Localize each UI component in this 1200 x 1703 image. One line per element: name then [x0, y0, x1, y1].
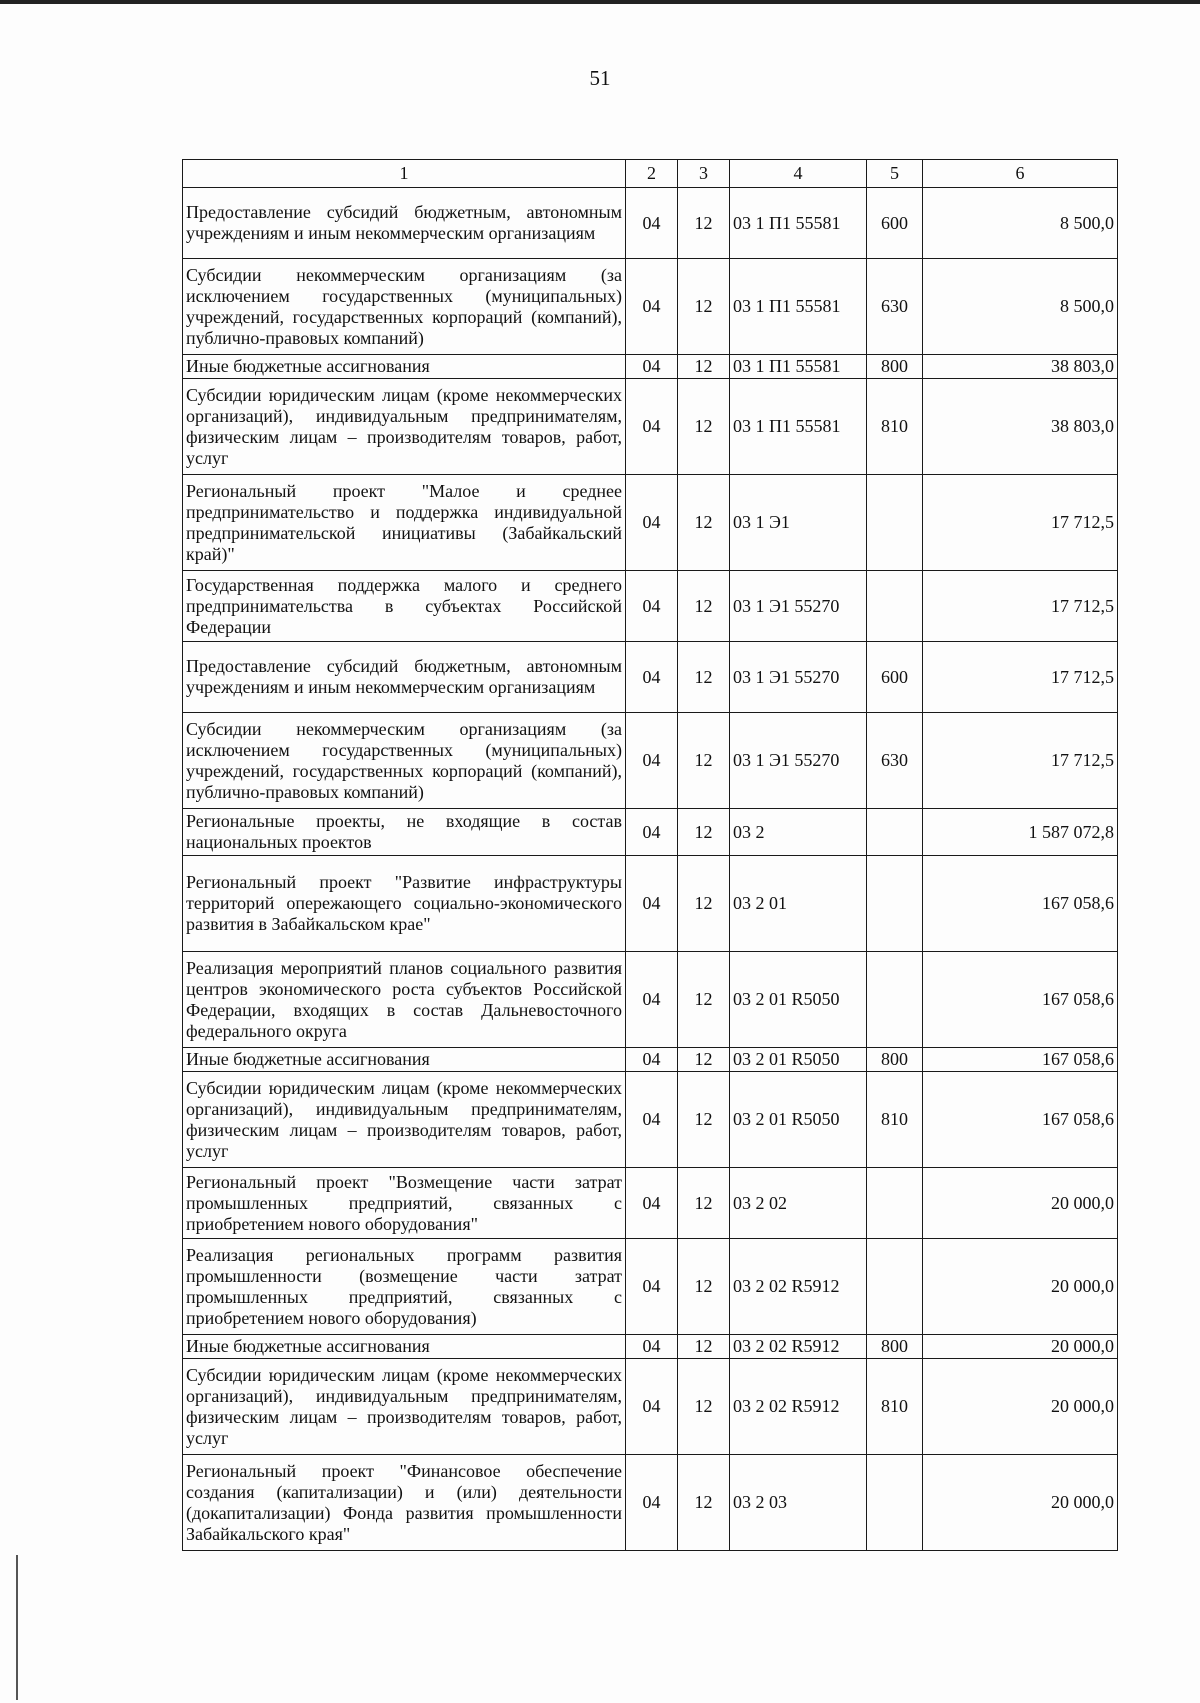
table-row	[183, 1168, 1118, 1239]
table-row	[183, 856, 1118, 952]
header-col-2: 2	[626, 160, 678, 188]
row-expense-type	[867, 1168, 923, 1239]
table-row	[183, 1335, 1118, 1359]
row-section-code: 04	[626, 259, 678, 355]
row-description: Региональные проекты, не входящие в состав национальных проектов	[183, 809, 626, 856]
row-description: Субсидии некоммерческим организациям (за исключением государственных (муниципальных) учреждений, государственных корпораций (компаний), публично-правовых компаний)	[183, 713, 626, 809]
row-description: Предоставление субсидий бюджетным, автономным учреждениям и иным некоммерческим организациям	[183, 188, 626, 259]
row-target-article: 03 2 02	[730, 1168, 867, 1239]
row-subsection-code: 12	[678, 1048, 730, 1072]
margin-mark	[16, 1555, 18, 1700]
row-expense-type: 800	[867, 1048, 923, 1072]
row-expense-type	[867, 1455, 923, 1551]
row-amount: 167 058,6	[923, 952, 1118, 1048]
table-row	[183, 1455, 1118, 1551]
row-target-article: 03 1 П1 55581	[730, 379, 867, 475]
row-target-article: 03 1 Э1	[730, 475, 867, 571]
row-subsection-code: 12	[678, 1359, 730, 1455]
row-subsection-code: 12	[678, 355, 730, 379]
row-subsection-code: 12	[678, 571, 730, 642]
table-row	[183, 259, 1118, 355]
row-expense-type: 800	[867, 1335, 923, 1359]
row-section-code: 04	[626, 188, 678, 259]
row-amount: 20 000,0	[923, 1335, 1118, 1359]
row-amount: 38 803,0	[923, 379, 1118, 475]
row-description: Иные бюджетные ассигнования	[183, 1335, 626, 1359]
row-target-article: 03 1 П1 55581	[730, 259, 867, 355]
row-section-code: 04	[626, 571, 678, 642]
table-row	[183, 1072, 1118, 1168]
row-target-article: 03 2 01 R5050	[730, 1048, 867, 1072]
table-row	[183, 1239, 1118, 1335]
row-description: Субсидии юридическим лицам (кроме некоммерческих организаций), индивидуальным предпринимателям, физическим лицам – производителям товаров, работ, услуг	[183, 1072, 626, 1168]
row-target-article: 03 1 П1 55581	[730, 188, 867, 259]
table-row	[183, 809, 1118, 856]
row-amount: 20 000,0	[923, 1239, 1118, 1335]
table-row	[183, 571, 1118, 642]
row-target-article: 03 1 П1 55581	[730, 355, 867, 379]
table-row	[183, 379, 1118, 475]
page-number: 51	[589, 66, 611, 90]
row-amount: 20 000,0	[923, 1359, 1118, 1455]
row-subsection-code: 12	[678, 1072, 730, 1168]
row-subsection-code: 12	[678, 809, 730, 856]
row-section-code: 04	[626, 713, 678, 809]
row-section-code: 04	[626, 952, 678, 1048]
top-border	[0, 0, 1200, 4]
row-expense-type: 600	[867, 642, 923, 713]
row-subsection-code: 12	[678, 856, 730, 952]
row-expense-type	[867, 1239, 923, 1335]
row-section-code: 04	[626, 1359, 678, 1455]
row-description: Государственная поддержка малого и среднего предпринимательства в субъектах Российской Федерации	[183, 571, 626, 642]
row-amount: 17 712,5	[923, 642, 1118, 713]
row-amount: 17 712,5	[923, 713, 1118, 809]
row-description: Иные бюджетные ассигнования	[183, 1048, 626, 1072]
row-description: Субсидии юридическим лицам (кроме некоммерческих организаций), индивидуальным предпринимателям, физическим лицам – производителям товаров, работ, услуг	[183, 1359, 626, 1455]
row-section-code: 04	[626, 1335, 678, 1359]
row-expense-type: 630	[867, 713, 923, 809]
row-amount: 167 058,6	[923, 1072, 1118, 1168]
header-col-5: 5	[867, 160, 923, 188]
table-row	[183, 475, 1118, 571]
header-col-1: 1	[183, 160, 626, 188]
row-amount: 17 712,5	[923, 475, 1118, 571]
row-section-code: 04	[626, 1239, 678, 1335]
row-description: Субсидии юридическим лицам (кроме некоммерческих организаций), индивидуальным предпринимателям, физическим лицам – производителям товаров, работ, услуг	[183, 379, 626, 475]
row-subsection-code: 12	[678, 1168, 730, 1239]
row-section-code: 04	[626, 856, 678, 952]
row-description: Региональный проект "Малое и среднее предпринимательство и поддержка индивидуальной предпринимательской инициативы (Забайкальский край)"	[183, 475, 626, 571]
row-subsection-code: 12	[678, 188, 730, 259]
row-amount: 1 587 072,8	[923, 809, 1118, 856]
table-row	[183, 952, 1118, 1048]
row-description: Региональный проект "Возмещение части затрат промышленных предприятий, связанных с приобретением нового оборудования"	[183, 1168, 626, 1239]
table-row	[183, 713, 1118, 809]
header-col-6: 6	[923, 160, 1118, 188]
row-description: Реализация региональных программ развития промышленности (возмещение части затрат промышленных предприятий, связанных с приобретением нового оборудования)	[183, 1239, 626, 1335]
table-row	[183, 642, 1118, 713]
row-amount: 167 058,6	[923, 856, 1118, 952]
row-subsection-code: 12	[678, 379, 730, 475]
row-expense-type	[867, 475, 923, 571]
table-body	[183, 188, 1118, 1551]
row-target-article: 03 2	[730, 809, 867, 856]
row-expense-type	[867, 809, 923, 856]
row-section-code: 04	[626, 1048, 678, 1072]
row-section-code: 04	[626, 809, 678, 856]
row-description: Субсидии некоммерческим организациям (за исключением государственных (муниципальных) учреждений, государственных корпораций (компаний), публично-правовых компаний)	[183, 259, 626, 355]
table-row	[183, 188, 1118, 259]
row-target-article: 03 2 02 R5912	[730, 1359, 867, 1455]
table-row	[183, 355, 1118, 379]
header-row	[183, 160, 1118, 188]
row-expense-type: 810	[867, 379, 923, 475]
table-row	[183, 1048, 1118, 1072]
row-target-article: 03 2 02 R5912	[730, 1335, 867, 1359]
row-section-code: 04	[626, 1072, 678, 1168]
row-target-article: 03 1 Э1 55270	[730, 642, 867, 713]
row-description: Региональный проект "Финансовое обеспечение создания (капитализации) и (или) деятельности (докапитализации) Фонда развития промышленности Забайкальского края"	[183, 1455, 626, 1551]
row-amount: 17 712,5	[923, 571, 1118, 642]
row-expense-type: 800	[867, 355, 923, 379]
row-description: Реализация мероприятий планов социального развития центров экономического роста субъектов Российской Федерации, входящих в состав Дальневосточного федерального округа	[183, 952, 626, 1048]
row-amount: 8 500,0	[923, 188, 1118, 259]
row-expense-type	[867, 952, 923, 1048]
row-description: Региональный проект "Развитие инфраструктуры территорий опережающего социально-экономического развития в Забайкальском крае"	[183, 856, 626, 952]
row-subsection-code: 12	[678, 713, 730, 809]
row-subsection-code: 12	[678, 642, 730, 713]
header-col-4: 4	[730, 160, 867, 188]
row-expense-type: 810	[867, 1072, 923, 1168]
row-expense-type	[867, 856, 923, 952]
row-amount: 20 000,0	[923, 1455, 1118, 1551]
row-section-code: 04	[626, 355, 678, 379]
row-target-article: 03 2 02 R5912	[730, 1239, 867, 1335]
row-target-article: 03 2 01 R5050	[730, 1072, 867, 1168]
row-subsection-code: 12	[678, 1239, 730, 1335]
row-subsection-code: 12	[678, 952, 730, 1048]
row-description: Предоставление субсидий бюджетным, автономным учреждениям и иным некоммерческим организациям	[183, 642, 626, 713]
row-amount: 8 500,0	[923, 259, 1118, 355]
row-amount: 20 000,0	[923, 1168, 1118, 1239]
row-section-code: 04	[626, 1455, 678, 1551]
row-subsection-code: 12	[678, 1455, 730, 1551]
row-target-article: 03 1 Э1 55270	[730, 571, 867, 642]
row-subsection-code: 12	[678, 475, 730, 571]
row-section-code: 04	[626, 1168, 678, 1239]
row-target-article: 03 2 03	[730, 1455, 867, 1551]
row-amount: 38 803,0	[923, 355, 1118, 379]
row-expense-type: 810	[867, 1359, 923, 1455]
header-col-3: 3	[678, 160, 730, 188]
row-expense-type: 600	[867, 188, 923, 259]
row-expense-type: 630	[867, 259, 923, 355]
budget-table	[182, 159, 1118, 1551]
row-amount: 167 058,6	[923, 1048, 1118, 1072]
table-row	[183, 1359, 1118, 1455]
row-description: Иные бюджетные ассигнования	[183, 355, 626, 379]
row-subsection-code: 12	[678, 1335, 730, 1359]
row-section-code: 04	[626, 475, 678, 571]
row-section-code: 04	[626, 642, 678, 713]
row-target-article: 03 2 01	[730, 856, 867, 952]
row-target-article: 03 1 Э1 55270	[730, 713, 867, 809]
row-expense-type	[867, 571, 923, 642]
row-subsection-code: 12	[678, 259, 730, 355]
row-target-article: 03 2 01 R5050	[730, 952, 867, 1048]
row-section-code: 04	[626, 379, 678, 475]
